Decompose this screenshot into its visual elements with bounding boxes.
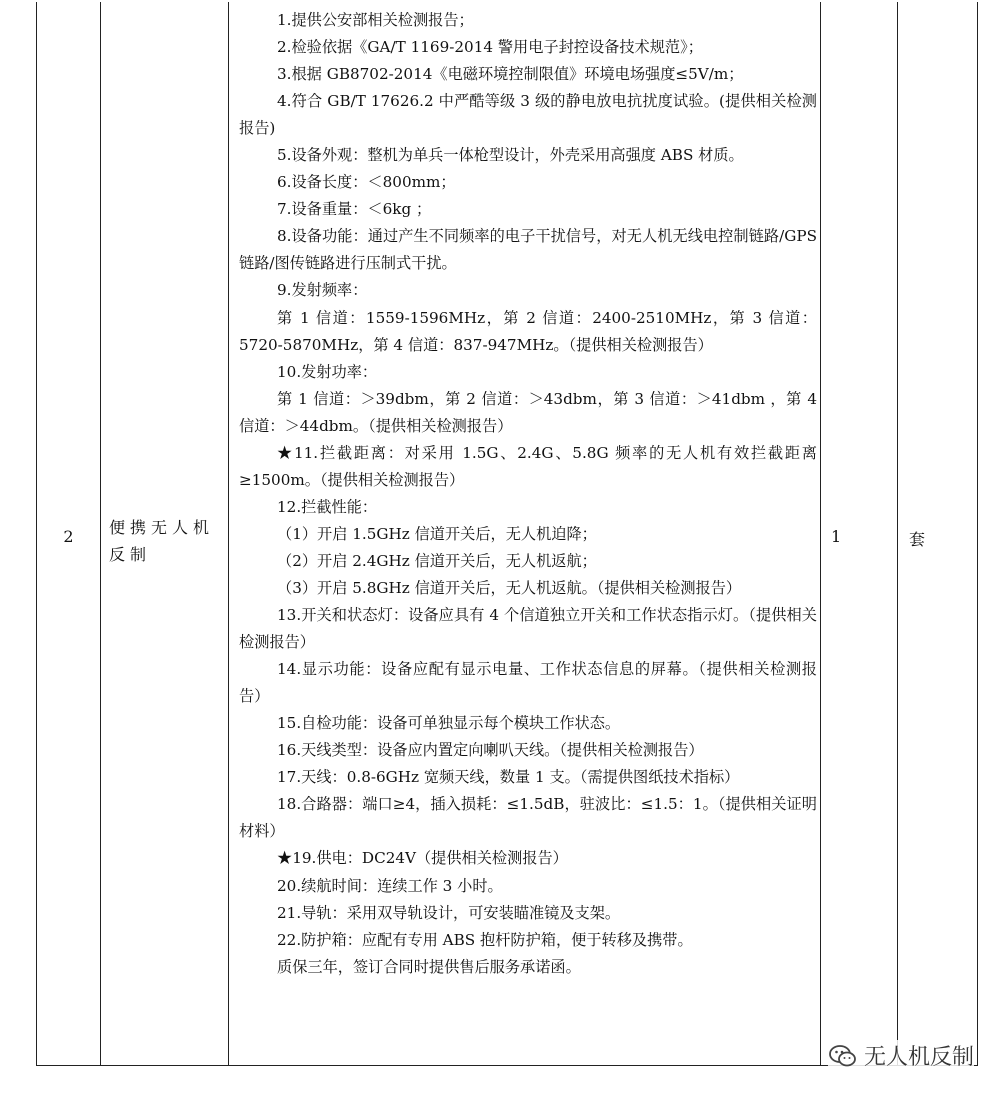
spec-line: 质保三年，签订合同时提供售后服务承诺函。 xyxy=(277,957,581,976)
spec-line: 5.设备外观：整机为单兵一体枪型设计，外壳采用高强度 ABS 材质。 xyxy=(277,146,744,165)
spec-line: 1.提供公安部相关检测报告； xyxy=(277,11,474,29)
spec-line: 10.发射功率： xyxy=(277,362,378,381)
spec-line: 4.符合 GB/T 17626.2 中严酷等级 3 级的静电放电抗扰度试验。(提供相关检测报告) xyxy=(239,92,817,138)
spec-line: 20.续航时间：连续工作 3 小时。 xyxy=(277,876,503,895)
spec-line: 第 1 信道：＞39dbm，第 2 信道：＞43dbm，第 3 信道：＞41dbm ，第 4 信道：＞44dbm。（提供相关检测报告） xyxy=(239,389,817,435)
row-index: 2 xyxy=(63,527,74,546)
spec-line: 22.防护箱：应配有专用 ABS 抱杆防护箱，便于转移及携带。 xyxy=(277,930,693,949)
spec-line: 8.设备功能：通过产生不同频率的电子干扰信号，对无人机无线电控制链路/GPS 链路/图传链路进行压制式干扰。 xyxy=(239,227,817,273)
spec-line: 16.天线类型：设备应内置定向喇叭天线。（提供相关检测报告） xyxy=(277,741,704,760)
watermark-text: 无人机反制 xyxy=(863,1045,974,1070)
column-divider xyxy=(100,2,101,1065)
spec-line: ★11.拦截距离：对采用 1.5G、2.4G、5.8G 频率的无人机有效拦截距离≥1500m。（提供相关检测报告） xyxy=(239,443,817,489)
quantity: 1 xyxy=(831,527,842,546)
column-divider xyxy=(820,2,821,1065)
spec-line: 21.导轨：采用双导轨设计，可安装瞄准镜及支架。 xyxy=(277,903,621,922)
wechat-watermark xyxy=(828,1040,974,1071)
spec-line: ★19.供电：DC24V（提供相关检测报告） xyxy=(277,849,568,868)
spec-line: （1）开启 1.5GHz 信道开关后，无人机迫降； xyxy=(277,524,597,543)
spec-text xyxy=(239,7,817,981)
spec-line: 第 1 信道：1559-1596MHz，第 2 信道：2400-2510MHz，第 3 信道：5720-5870MHz，第 4 信道：837-947MHz。（提供相关检测报告） xyxy=(239,308,817,354)
spec-table xyxy=(36,2,978,1066)
spec-line: 12.拦截性能： xyxy=(277,497,378,516)
spec-line: 14.显示功能：设备应配有显示电量、工作状态信息的屏幕。（提供相关检测报告） xyxy=(239,660,817,706)
spec-line: （3）开启 5.8GHz 信道开关后，无人机返航。（提供相关检测报告） xyxy=(277,578,742,597)
spec-line: （2）开启 2.4GHz 信道开关后，无人机返航； xyxy=(277,551,597,570)
column-divider xyxy=(897,2,898,1065)
product-name: 便携无人机反制 xyxy=(109,518,215,564)
column-divider xyxy=(228,2,229,1065)
spec-line: 18.合路器：端口≥4，插入损耗：≤1.5dB，驻波比：≤1.5：1。（提供相关证明材料） xyxy=(239,795,817,841)
spec-line: 6.设备长度：＜800mm； xyxy=(277,173,456,192)
spec-line: 7.设备重量：＜6kg ； xyxy=(277,200,432,219)
spec-line: 15.自检功能：设备可单独显示每个模块工作状态。 xyxy=(277,714,621,733)
wechat-icon xyxy=(828,1043,858,1069)
spec-line: 3.根据 GB8702-2014《电磁环境控制限值》环境电场强度≤5V/m； xyxy=(277,65,744,84)
spec-line: 9.发射频率： xyxy=(277,281,368,300)
spec-line: 13.开关和状态灯：设备应具有 4 个信道独立开关和工作状态指示灯。（提供相关检测报告） xyxy=(239,606,817,652)
unit: 套 xyxy=(909,530,926,549)
spec-line: 2.检验依据《GA/T 1169-2014 警用电子封控设备技术规范》； xyxy=(277,38,703,57)
spec-line: 17.天线：0.8-6GHz 宽频天线，数量 1 支。（需提供图纸技术指标） xyxy=(277,768,740,787)
